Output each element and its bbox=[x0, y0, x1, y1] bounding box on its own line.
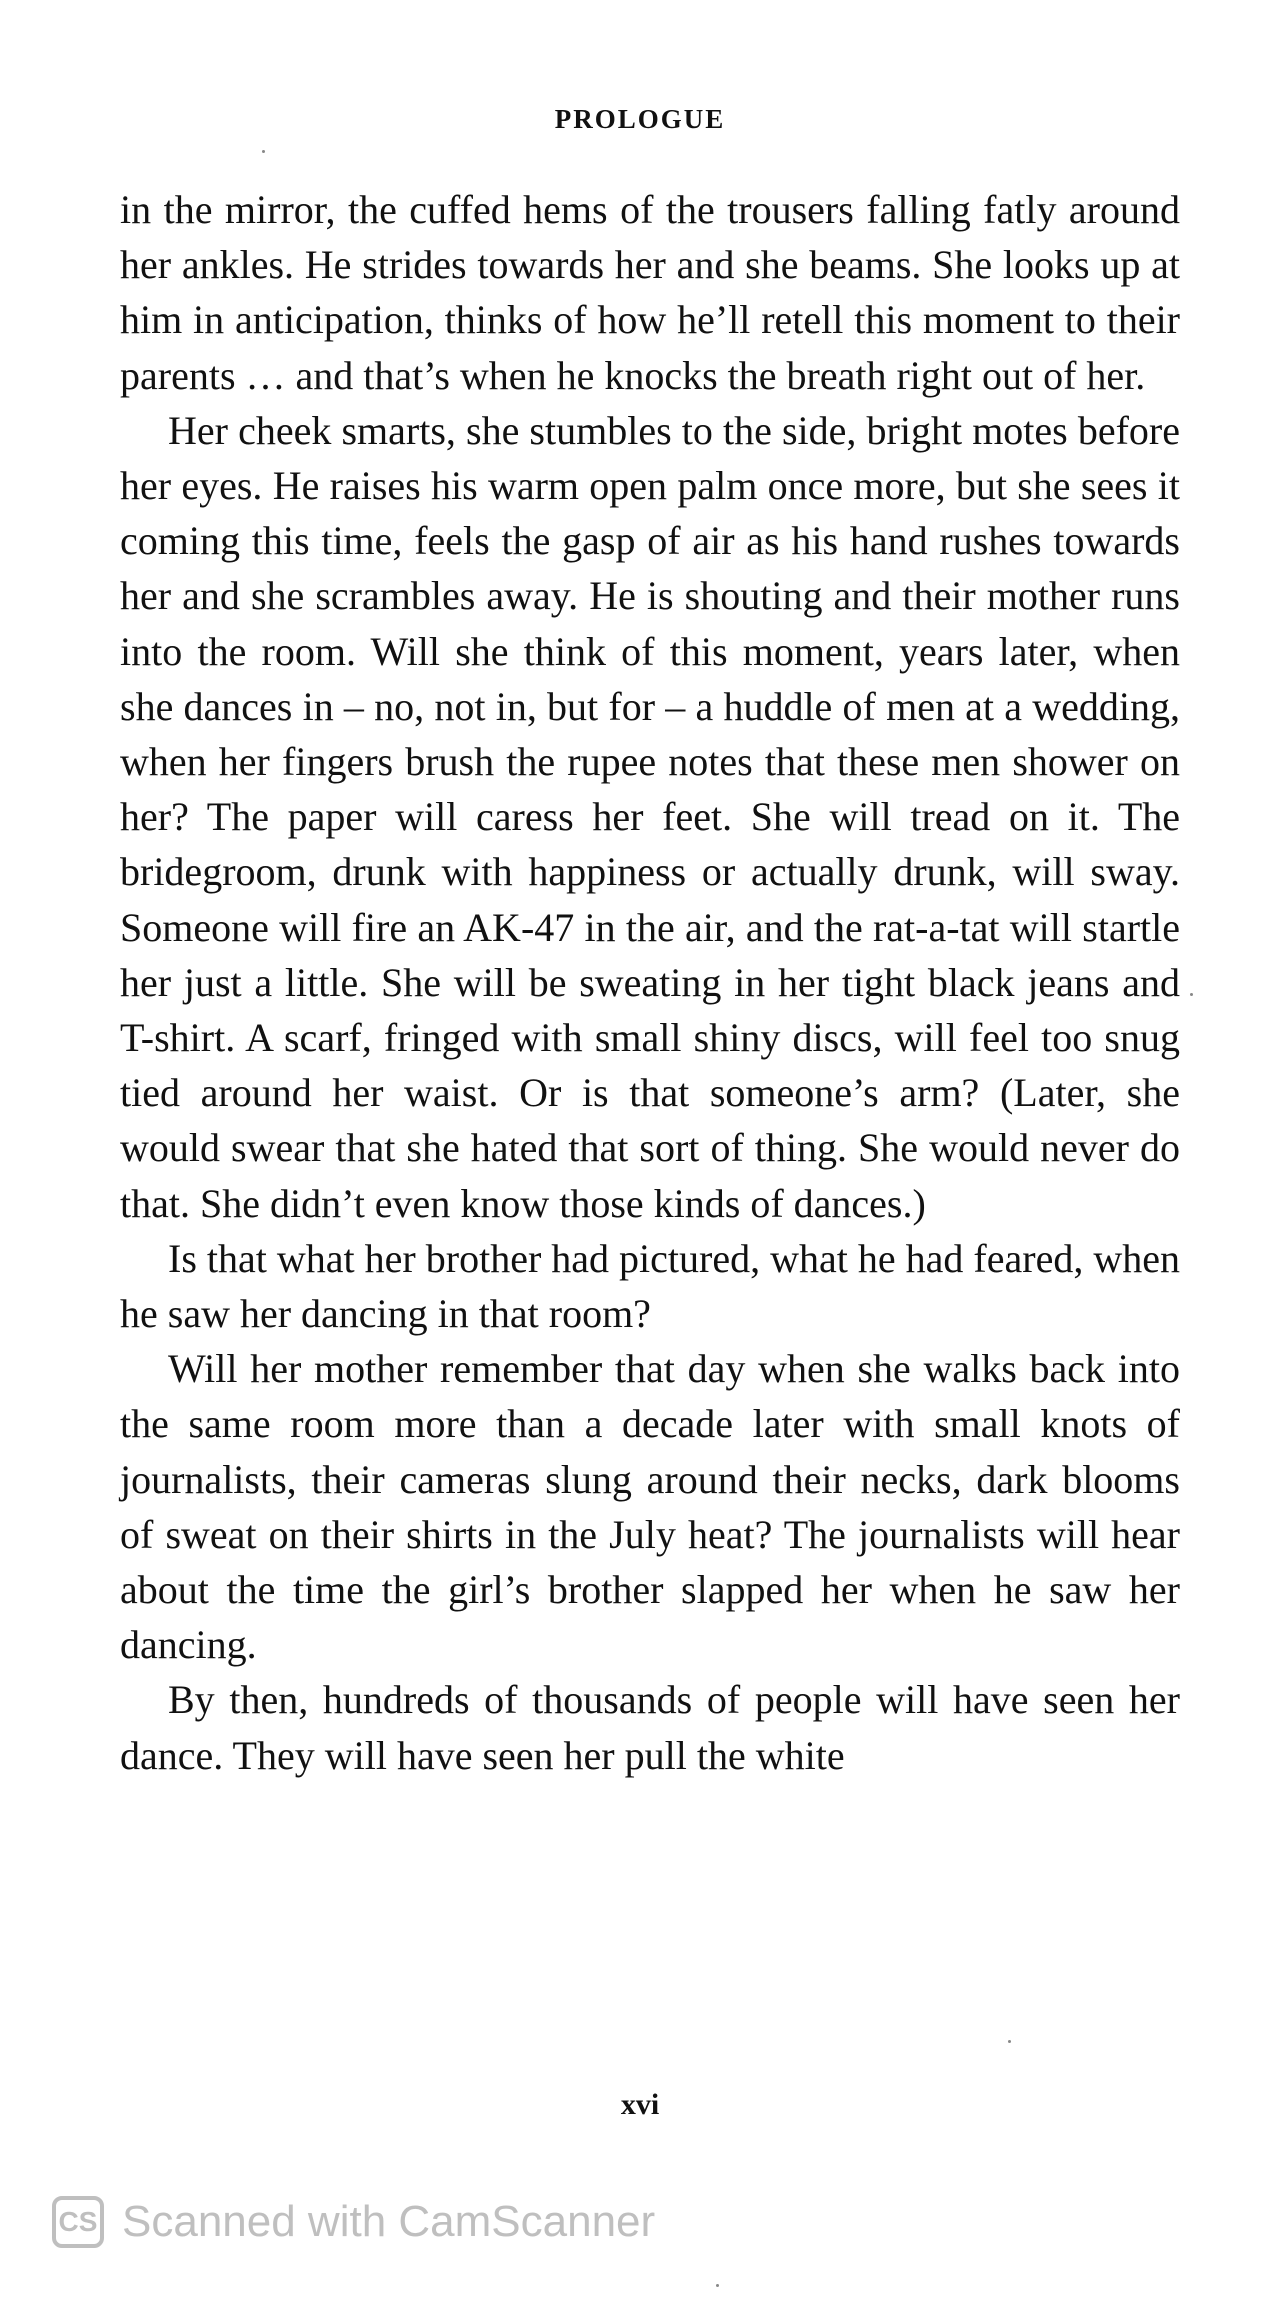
scan-speck bbox=[1008, 2040, 1011, 2043]
scan-speck bbox=[262, 150, 265, 153]
page-number: xvi bbox=[620, 2088, 660, 2121]
running-head: PROLOGUE bbox=[554, 104, 726, 134]
paragraph-5: By then, hundreds of thousands of people will have seen her dance. They will have seen her pull the white bbox=[120, 1677, 1180, 1778]
page-body-text bbox=[120, 182, 1180, 1783]
camscanner-logo-icon: CS bbox=[52, 2196, 104, 2248]
paragraph-1: in the mirror, the cuffed hems of the trousers falling fatly around her ankles. He strides towards her and she beams. She looks up at him in anticipation, thinks of how he’ll retell this moment to their parents … and that’s when he knocks the breath right out of her. bbox=[120, 187, 1180, 398]
scan-speck bbox=[716, 2284, 719, 2287]
paragraph-3: Is that what her brother had pictured, what he had feared, when he saw her dancing in that room? bbox=[120, 1235, 1180, 1337]
camscanner-watermark bbox=[52, 2196, 655, 2248]
paragraph-2: Her cheek smarts, she stumbles to the side, bright motes before her eyes. He raises his warm open palm once more, but she sees it coming this time, feels the gasp of air as his hand rushes towards her and she scrambles away. He is shouting and their mother runs into the room. Will she think of this moment, years later, when she dances in – no, not in, but for – a huddle of men at a wedding, when her fingers brush the rupee notes that these men shower on her? The paper will caress her feet. She will tread on it. The bridegroom, drunk with happiness or actually drunk, will sway. Someone will fire an AK-47 in the air, and the rat-a-tat will startle her just a little. She will be sweating in her tight black jeans and T-shirt. A scarf, fringed with small shiny discs, will feel too snug tied around her waist. Or is that someone’s arm? (Later, she would swear that she hated that sort of thing. She would never do that. She didn’t even know those kinds of dances.) bbox=[120, 407, 1180, 1226]
watermark-text: Scanned with CamScanner bbox=[122, 2197, 656, 2246]
paragraph-4: Will her mother remember that day when she walks back into the same room more than a decade later with small knots of journalists, their cameras slung around their necks, dark blooms of sweat on their shirts in the July heat? The journalists will hear about the time the girl’s brother slapped her when he saw her dancing. bbox=[120, 1346, 1180, 1668]
scan-speck bbox=[1190, 993, 1193, 996]
